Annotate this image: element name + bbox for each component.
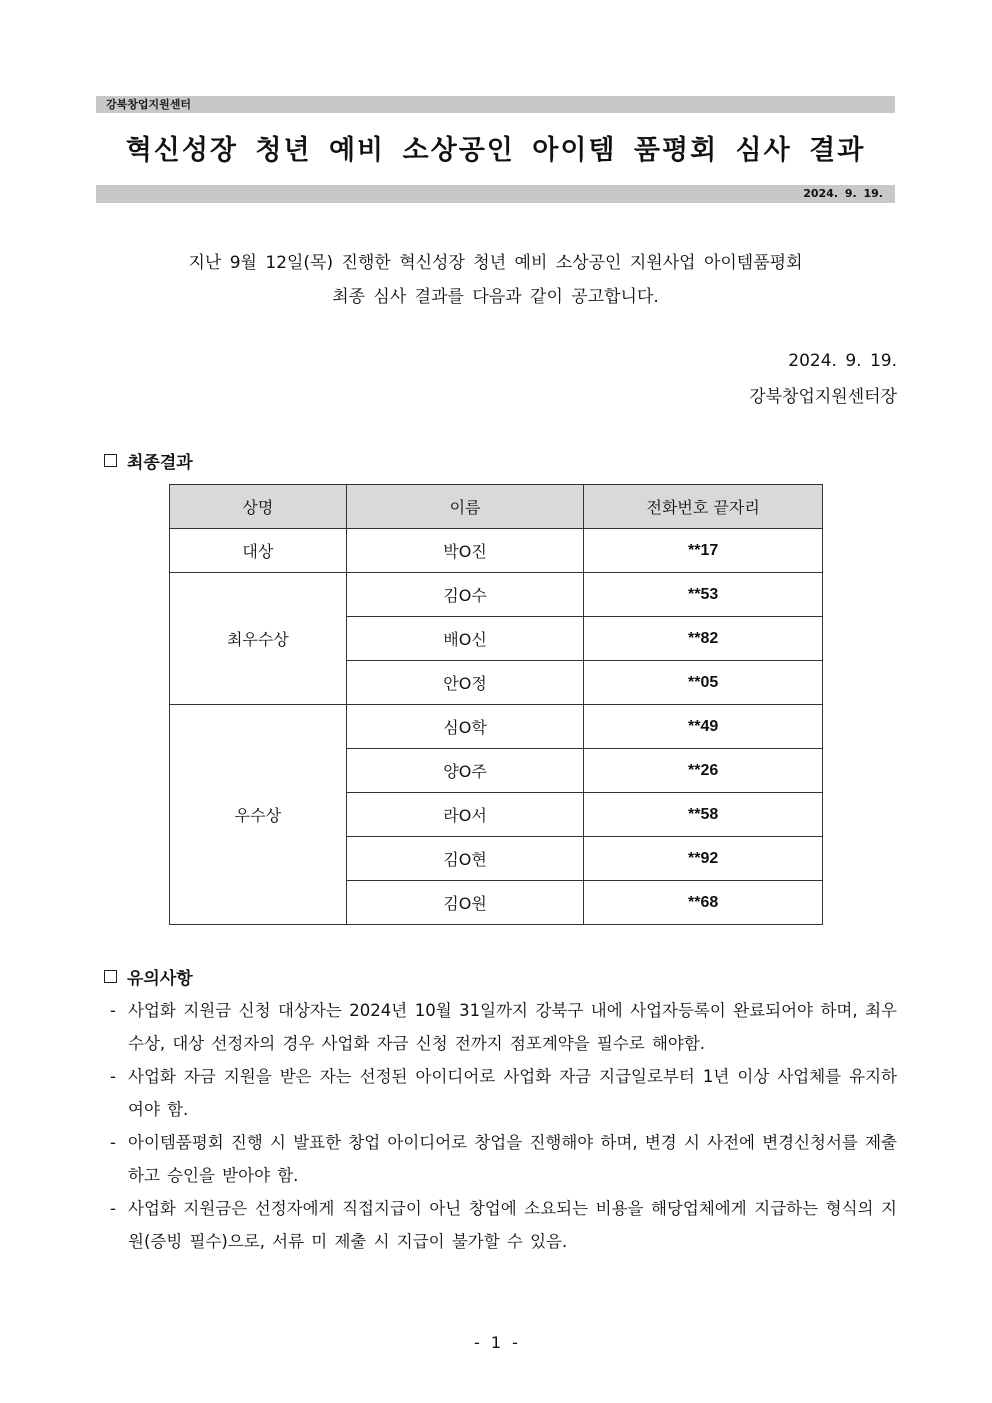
name-cell: 김O원	[346, 881, 584, 925]
name-cell: 김O수	[346, 573, 584, 617]
checkbox-square-icon	[104, 970, 117, 983]
table-row	[170, 529, 823, 573]
phone-cell: **58	[584, 793, 823, 837]
note-text: 사업화 지원금 신청 대상자는 2024년 10월 31일까지 강북구 내에 사업자등록이 완료되어야 하며, 최우수상, 대상 선정자의 경우 사업화 자금 신청 전까지 점포계약을 필수로 해야함.	[128, 1001, 897, 1053]
signature-issuer: 강북창업지원센터장	[749, 387, 897, 407]
name-cell: 심O학	[346, 705, 584, 749]
table-header-row	[170, 485, 823, 529]
phone-cell: **49	[584, 705, 823, 749]
list-item	[110, 1060, 897, 1126]
name-cell: 배O신	[346, 617, 584, 661]
phone-cell: **53	[584, 573, 823, 617]
signature-block	[749, 343, 897, 415]
note-text: 아이템품평회 진행 시 발표한 창업 아이디어로 창업을 진행해야 하며, 변경 시 사전에 변경신청서를 제출하고 승인을 받아야 함.	[128, 1133, 897, 1185]
column-header-award: 상명	[170, 485, 347, 529]
award-cell: 최우수상	[170, 573, 347, 705]
column-header-phone: 전화번호 끝자리	[584, 485, 823, 529]
name-cell: 김O현	[346, 837, 584, 881]
page-number: - 1 -	[474, 1333, 518, 1352]
phone-cell: **17	[584, 529, 823, 573]
phone-cell: **68	[584, 881, 823, 925]
name-cell: 안O정	[346, 661, 584, 705]
results-heading	[104, 448, 193, 473]
notes-list	[110, 994, 897, 1258]
announcement-line: 최종 심사 결과를 다음과 같이 공고합니다.	[332, 287, 659, 307]
note-text: 사업화 지원금은 선정자에게 직접지급이 아닌 창업에 소요되는 비용을 해당업체에게 지급하는 형식의 지원(증빙 필수)으로, 서류 미 제출 시 지급이 불가할 수 있음.	[128, 1199, 897, 1251]
dash-bullet-icon: -	[110, 1199, 116, 1218]
notes-heading	[104, 964, 193, 989]
list-item	[110, 1126, 897, 1192]
announcement-text	[96, 246, 895, 314]
name-cell: 박O진	[346, 529, 584, 573]
dash-bullet-icon: -	[110, 1001, 116, 1020]
phone-cell: **92	[584, 837, 823, 881]
name-cell: 양O주	[346, 749, 584, 793]
list-item	[110, 1192, 897, 1258]
phone-cell: **82	[584, 617, 823, 661]
notes-heading-label: 유의사항	[127, 969, 193, 989]
phone-cell: **26	[584, 749, 823, 793]
date-banner: 2024. 9. 19.	[96, 185, 895, 203]
list-item	[110, 994, 897, 1060]
note-text: 사업화 자금 지원을 받은 자는 선정된 아이디어로 사업화 자금 지급일로부터 1년 이상 사업체를 유지하여야 함.	[128, 1067, 897, 1119]
checkbox-square-icon	[104, 454, 117, 467]
results-heading-label: 최종결과	[127, 453, 193, 473]
organization-banner: 강북창업지원센터	[96, 96, 895, 113]
dash-bullet-icon: -	[110, 1133, 116, 1152]
column-header-name: 이름	[346, 485, 584, 529]
table-row	[170, 573, 823, 617]
results-table	[169, 484, 823, 925]
phone-cell: **05	[584, 661, 823, 705]
name-cell: 라O서	[346, 793, 584, 837]
signature-date: 2024. 9. 19.	[788, 351, 897, 371]
award-cell: 우수상	[170, 705, 347, 925]
announcement-line: 지난 9월 12일(목) 진행한 혁신성장 청년 예비 소상공인 지원사업 아이템품평회	[188, 253, 803, 273]
table-row	[170, 705, 823, 749]
dash-bullet-icon: -	[110, 1067, 116, 1086]
document-title: 혁신성장 청년 예비 소상공인 아이템 품평회 심사 결과	[125, 135, 866, 166]
award-cell: 대상	[170, 529, 347, 573]
